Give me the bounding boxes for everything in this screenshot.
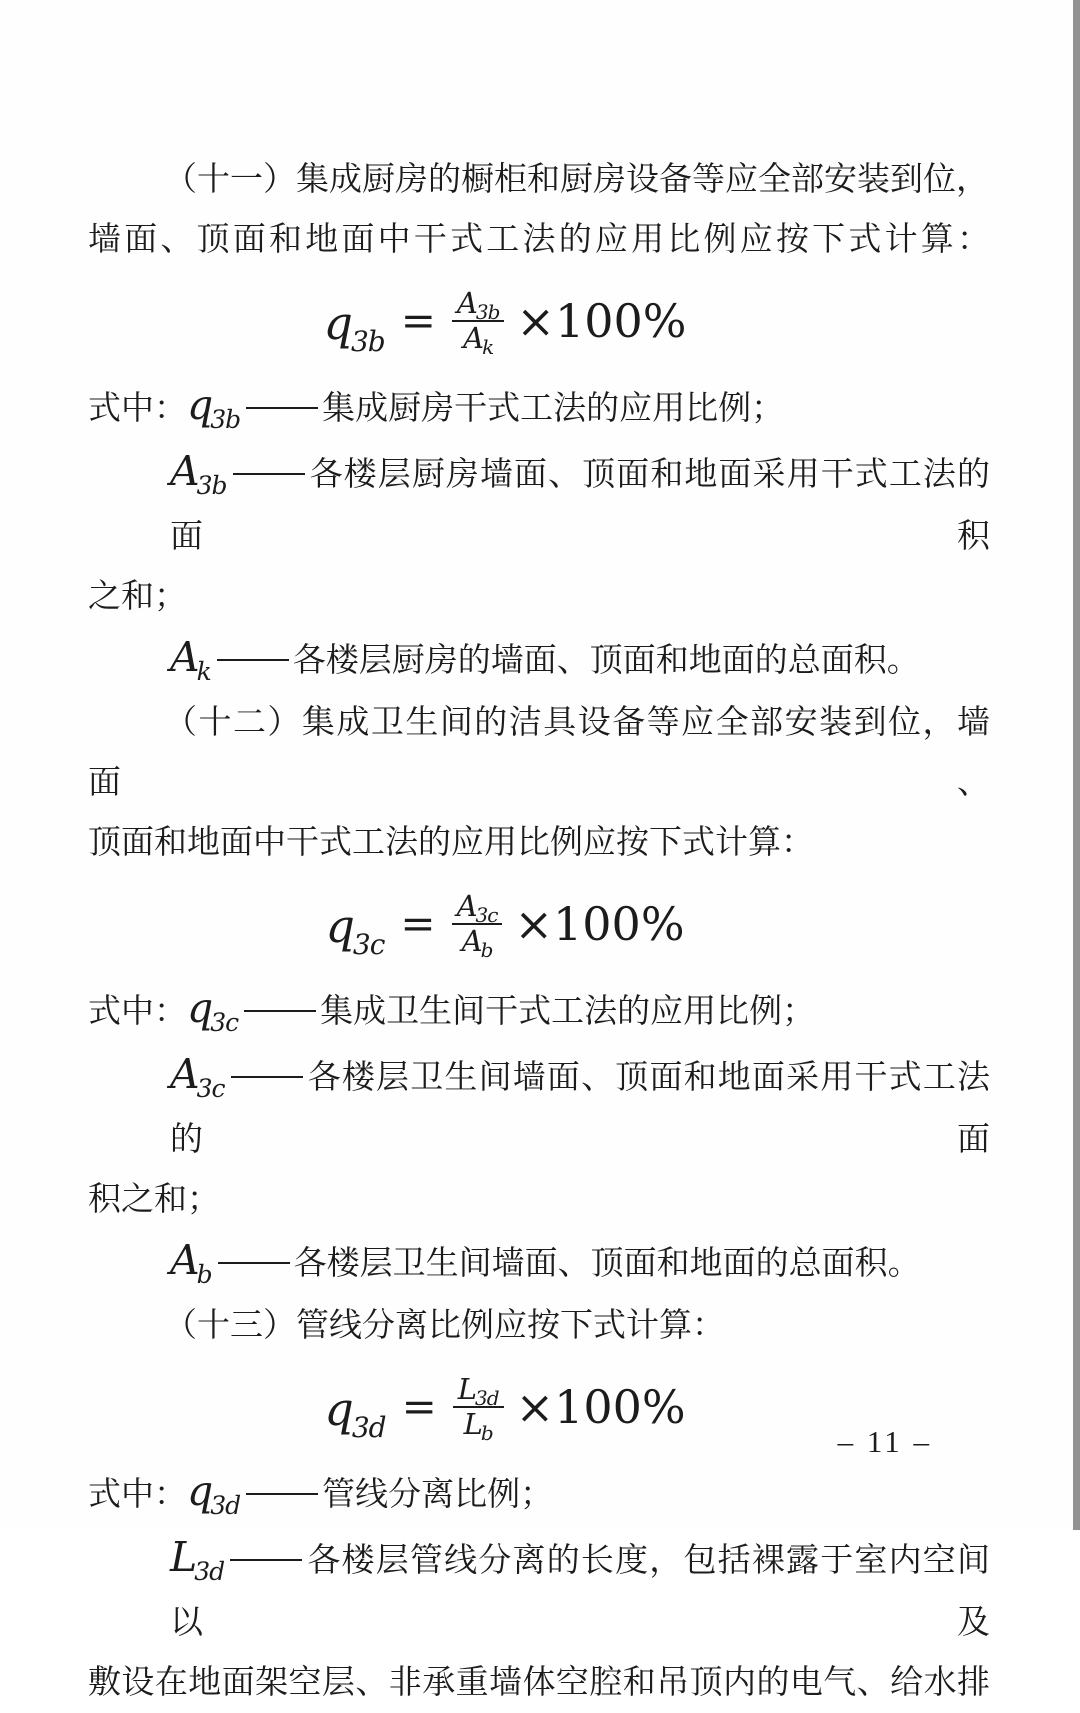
symbol-q3d <box>187 1467 241 1520</box>
fraction-denominator <box>459 1406 498 1445</box>
clause-13-def-l3d-cont: 敷设在地面架空层、非承重墙体空腔和吊顶内的电气、给水排 <box>88 1665 990 1701</box>
formula-q3d <box>54 1356 956 1461</box>
symbol-l3d <box>170 1533 225 1586</box>
sub-3b: 3b <box>475 299 500 324</box>
sub-k: k <box>482 334 494 359</box>
clause-11-intro-line-2: 墙面、顶面和地面中干式工法的应用比例应按下式计算： <box>88 222 990 258</box>
sub-3b: 3b <box>196 471 227 500</box>
sub-3c: 3c <box>210 1008 239 1037</box>
sub-3c: 3c <box>196 1074 225 1103</box>
where-label: 式中： <box>88 994 187 1030</box>
clause-13-intro-line-1: （十三）管线分离比例应按下式计算： <box>164 1308 725 1344</box>
clause-12-intro-line-2: 顶面和地面中干式工法的应用比例应按下式计算： <box>88 825 814 861</box>
dash-rule <box>246 407 318 409</box>
sub-3d: 3d <box>475 1385 499 1410</box>
var-q: q <box>187 1467 214 1515</box>
fraction-a3c-ab <box>452 888 503 962</box>
dash-rule <box>244 1010 316 1012</box>
formula-q3d-lhs <box>324 1381 386 1444</box>
clause-12-def-q3c <box>88 978 990 1044</box>
var-L: L <box>457 1371 478 1406</box>
var-L: L <box>463 1406 483 1441</box>
sub-3c: 3c <box>352 927 385 961</box>
sub-3b: 3b <box>210 405 241 434</box>
sub-b: b <box>196 1260 212 1289</box>
formula-q3c-lhs <box>325 898 385 961</box>
clause-11-intro-line-1: （十一）集成厨房的橱柜和厨房设备等应全部安装到位， <box>164 162 989 198</box>
clause-11-def-q3b <box>88 375 990 441</box>
fraction-a3b-ak <box>452 285 504 359</box>
where-label: 式中： <box>88 1477 187 1513</box>
symbol-ab <box>170 1236 212 1289</box>
fraction-l3d-lb <box>453 1371 504 1445</box>
clause-11-def-ak <box>88 627 990 693</box>
page-number: – 11 – <box>837 1424 932 1459</box>
dash-rule <box>218 1262 290 1264</box>
fraction-numerator <box>452 890 503 925</box>
var-q: q <box>325 898 355 953</box>
fraction-numerator <box>452 287 504 322</box>
fraction-denominator <box>457 923 498 962</box>
var-A: A <box>170 1050 200 1098</box>
section-clause-11 <box>88 150 990 693</box>
fraction-denominator <box>458 320 498 359</box>
var-A: A <box>170 1236 200 1284</box>
sub-b: b <box>480 1420 493 1445</box>
symbol-q3b <box>187 381 241 434</box>
equals-sign: = <box>400 899 436 948</box>
def-text: 集成厨房干式工法的应用比例； <box>322 391 785 427</box>
symbol-q3c <box>187 984 239 1037</box>
symbol-a3c <box>170 1050 225 1103</box>
sub-b: b <box>480 937 493 962</box>
clause-13-def-l3d <box>88 1527 990 1653</box>
var-A: A <box>463 320 485 355</box>
formula-q3b <box>54 270 956 375</box>
dash-rule <box>231 1076 303 1078</box>
formula-q3b-lhs <box>323 295 385 358</box>
dash-rule <box>233 473 305 475</box>
def-text: 管线分离比例； <box>322 1477 554 1513</box>
section-clause-12 <box>88 693 990 1296</box>
clause-12-def-ab <box>88 1230 990 1296</box>
var-q: q <box>323 295 353 350</box>
dash-rule <box>217 659 289 661</box>
var-q: q <box>187 984 214 1032</box>
sub-k: k <box>196 657 211 686</box>
clause-12-intro-line-1: （十二）集成卫生间的洁具设备等应全部安装到位，墙面、 <box>88 705 990 801</box>
clause-11-def-a3b <box>88 441 990 567</box>
equals-sign: = <box>400 296 436 345</box>
var-q: q <box>324 1381 354 1436</box>
var-A: A <box>170 447 200 495</box>
fraction-numerator <box>453 1373 504 1408</box>
def-text: 各楼层厨房墙面、顶面和地面采用干式工法的面积 <box>170 457 990 555</box>
symbol-ak <box>170 633 211 686</box>
dash-rule <box>230 1559 302 1561</box>
def-text: 各楼层卫生间墙面、顶面和地面采用干式工法的面 <box>170 1060 990 1158</box>
var-L: L <box>170 1533 198 1581</box>
times-100-percent: ×100% <box>515 1379 686 1434</box>
clause-12-def-a3c-cont: 积之和； <box>88 1182 220 1218</box>
def-text: 各楼层管线分离的长度，包括裸露于室内空间以及 <box>170 1543 990 1641</box>
section-clause-13 <box>88 1296 990 1713</box>
var-A: A <box>461 923 483 958</box>
where-label: 式中： <box>88 391 187 427</box>
var-A: A <box>456 888 478 923</box>
clause-13-def-q3d <box>88 1461 990 1527</box>
scan-edge <box>1073 0 1080 1530</box>
dash-rule <box>246 1493 318 1495</box>
times-100-percent: ×100% <box>516 293 687 348</box>
var-q: q <box>187 381 214 429</box>
def-text: 各楼层厨房的墙面、顶面和地面的总面积。 <box>292 643 920 679</box>
def-text: 各楼层卫生间墙面、顶面和地面的总面积。 <box>293 1246 921 1282</box>
var-A: A <box>170 633 200 681</box>
formula-q3c <box>54 873 956 978</box>
clause-12-def-a3c <box>88 1044 990 1170</box>
sub-3d: 3d <box>210 1491 241 1520</box>
sub-3d: 3d <box>351 1410 386 1444</box>
var-A: A <box>456 285 478 320</box>
symbol-a3b <box>170 447 227 500</box>
sub-3c: 3c <box>475 902 498 927</box>
sub-3b: 3b <box>350 324 385 358</box>
clause-11-def-a3b-cont: 之和； <box>88 579 187 615</box>
equals-sign: = <box>401 1382 437 1431</box>
times-100-percent: ×100% <box>514 896 685 951</box>
def-text: 集成卫生间干式工法的应用比例； <box>320 994 816 1030</box>
sub-3d: 3d <box>194 1557 225 1586</box>
